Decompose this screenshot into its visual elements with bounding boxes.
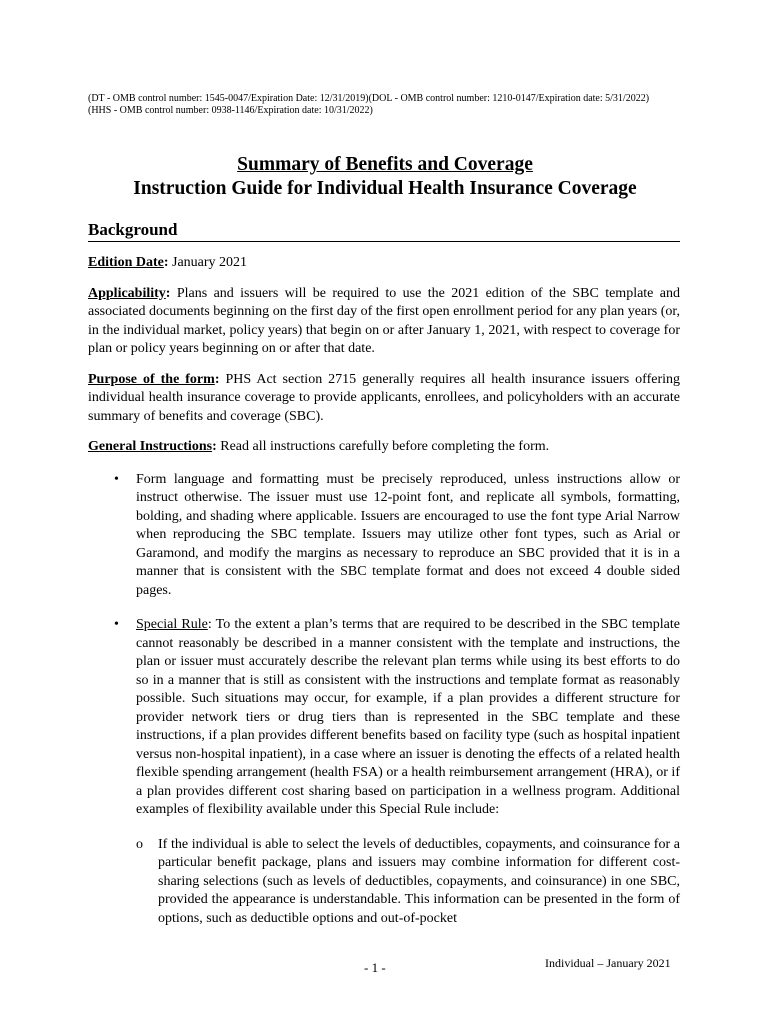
footer-edition-label: Individual – January 2021 bbox=[545, 956, 671, 970]
bullet-icon: • bbox=[114, 617, 119, 632]
section-heading-background: Background bbox=[88, 219, 680, 242]
list-item bbox=[88, 471, 680, 601]
purpose-text: PHS Act section 2715 generally requires all health insurance issuers offering individual health insurance coverage to provide applicants, enrollees, and policyholders with an accurate summary of benefits and coverage (SBC). bbox=[88, 371, 680, 424]
page-number: - 1 - bbox=[364, 960, 386, 975]
special-rule-text: : To the extent a plan’s terms that are required to be described in the SBC template cannot reasonably be described in a manner consistent with the template and instructions, the plan or issuer must accurately describe the relevant plan terms while using its best efforts to do so in a manner that is still as consistent with the instructions and template format as reasonably possible. Such situations may occur, for example, if a plan provides a different structure for provider network tiers or drug tiers than is represented in the SBC template and these instructions, if a plan provides different benefits based on facility type (such as hospital inpatient versus non-hospital inpatient), in a case where an issuer is denoting the effects of a related health flexible spending arrangement (health FSA) or a health reimbursement arrangement (HRA), or if a plan provides different cost sharing based on participation in a wellness program. Additional examples of flexibility available under this Special Rule include: bbox=[136, 617, 680, 817]
document-subtitle: Instruction Guide for Individual Health Insurance Coverage bbox=[133, 178, 637, 199]
general-instructions-label: General Instructions bbox=[88, 439, 213, 454]
edition-date-colon: : bbox=[163, 255, 169, 270]
applicability-colon: : bbox=[165, 285, 171, 301]
instruction-bullet-list bbox=[88, 471, 680, 820]
omb-control-line-1: (DT - OMB control number: 1545-0047/Expiration Date: 12/31/2019)(DOL - OMB control number: 1210-0147/Expiration date: 5/31/2022) bbox=[88, 93, 650, 104]
circle-bullet-icon: o bbox=[136, 836, 143, 852]
sub-bullet-text: If the individual is able to select the levels of deductibles, copayments, and coinsurance for a particular benefit package, plans and issuers may combine information for different cost-sharing selections (such as levels of deductibles, copayments, and coinsurance) in one SBC, provided the appearance is understandable. This information can be presented in the form of options, such as deductible options and out-of-pocket bbox=[158, 836, 680, 926]
omb-control-line-2: (HHS - OMB control number: 0938-1146/Expiration date: 10/31/2022) bbox=[88, 105, 373, 116]
applicability-label: Applicability bbox=[88, 285, 166, 301]
sub-list-item bbox=[88, 836, 680, 929]
bullet-text-formatting: Form language and formatting must be precisely reproduced, unless instructions allow or instruct otherwise. The issuer must use 12-point font, and replicate all symbols, formatting, bolding, and shading where applicable. Issuers are encouraged to use the font type Arial Narrow when reproducing the SBC template. Issuers may utilize other font types, such as Arial or Garamond, and modify the margins as necessary to reproduce an SBC provided that it is in a manner that is consistent with the SBC template format and does not exceed 4 double sided pages. bbox=[136, 471, 680, 598]
purpose-paragraph bbox=[88, 371, 680, 427]
general-instructions-colon: : bbox=[212, 439, 217, 454]
applicability-text: Plans and issuers will be required to use the 2021 edition of the SBC template and associated documents beginning on the first day of the first open enrollment period for any plan years (or, in the individual market, policy years) that begin on or after January 1, 2021, with respect to coverage for plan or policy years beginning on or after that date. bbox=[88, 285, 680, 356]
general-instructions-text: Read all instructions carefully before completing the form. bbox=[216, 439, 550, 454]
applicability-paragraph bbox=[88, 285, 680, 359]
purpose-colon: : bbox=[214, 371, 220, 387]
edition-date-text: January 2021 bbox=[168, 255, 248, 270]
purpose-label: Purpose of the form bbox=[88, 371, 215, 387]
general-instructions-paragraph bbox=[88, 438, 680, 457]
special-rule-label: Special Rule bbox=[136, 617, 208, 632]
edition-date-label: Edition Date bbox=[88, 255, 164, 270]
list-item bbox=[88, 616, 680, 820]
bullet-icon: • bbox=[114, 471, 119, 487]
document-title: Summary of Benefits and Coverage bbox=[237, 154, 533, 175]
edition-date-paragraph bbox=[88, 254, 680, 273]
